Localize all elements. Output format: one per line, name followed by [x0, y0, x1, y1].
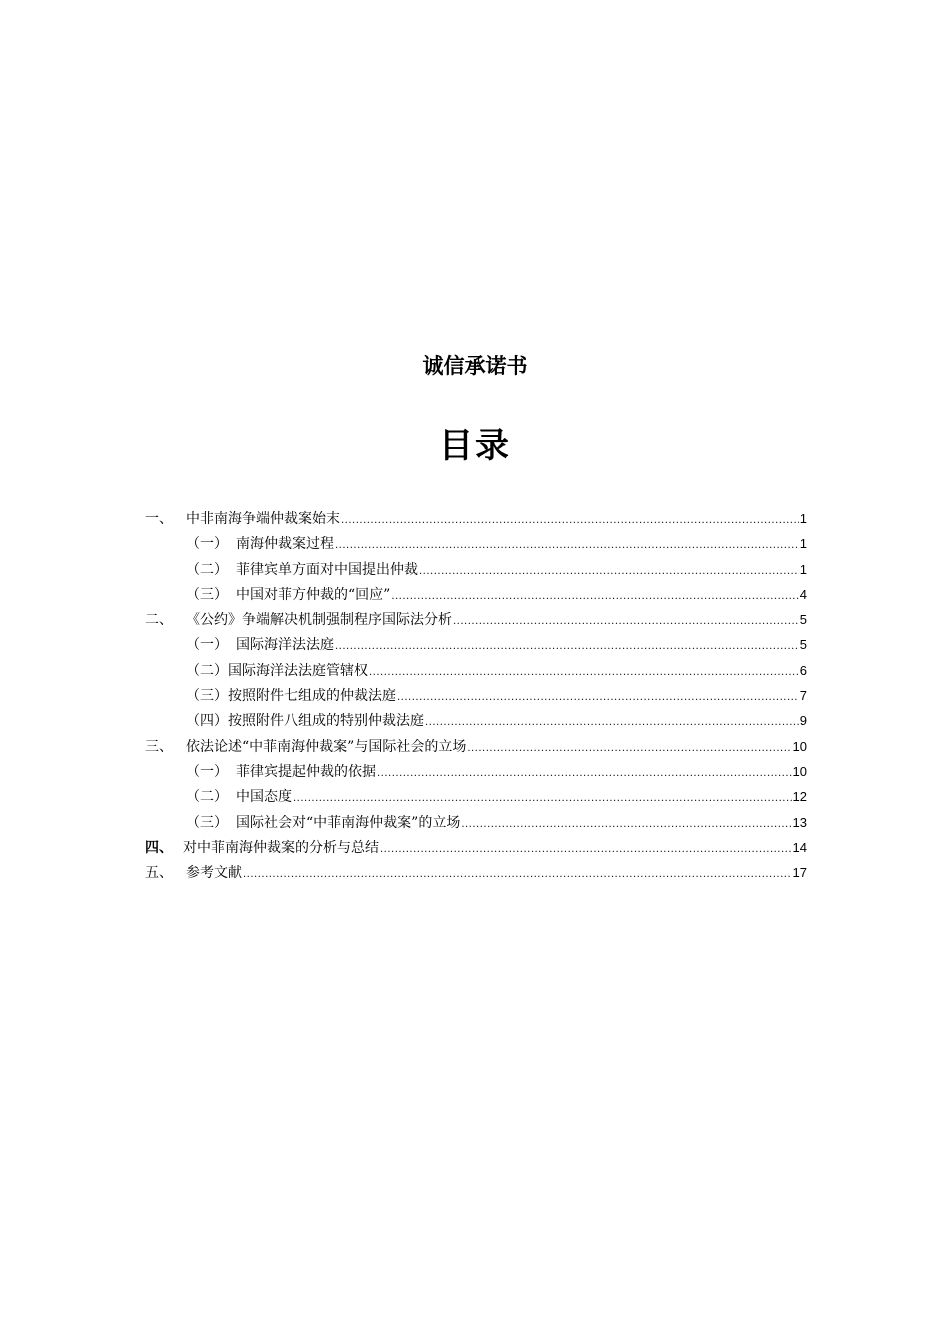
toc-entry-level1[interactable]: [145, 607, 807, 632]
toc-entry-level2[interactable]: [145, 531, 807, 556]
toc-page-number: 1: [799, 511, 807, 526]
toc-entry-number: 二、: [145, 612, 173, 629]
toc-dot-leader: [467, 736, 791, 761]
toc-dot-leader: [425, 710, 799, 735]
toc-page-number: 7: [799, 688, 807, 704]
toc-entry-title: 依法论述“中菲南海仲裁案”与国际社会的立场: [186, 738, 467, 755]
toc-entry-level2[interactable]: [145, 632, 807, 657]
toc-entry-level2[interactable]: [145, 658, 807, 683]
toc-entry-number: （四）: [186, 713, 228, 730]
toc-entry-level2[interactable]: [145, 582, 807, 607]
toc-dot-leader: [380, 837, 792, 862]
toc-dot-leader: [461, 812, 791, 837]
toc-dot-leader: [369, 660, 799, 685]
toc-entry-number: （三）: [186, 688, 228, 705]
toc-entry-number: （二）: [186, 662, 228, 679]
toc-page-number: 13: [792, 814, 807, 830]
toc-entry-number: （三）: [186, 586, 228, 603]
toc-page-number: 10: [792, 738, 807, 754]
toc-dot-leader: [453, 609, 799, 634]
toc-entry-number: 一、: [145, 511, 173, 527]
toc-page-number: 5: [799, 612, 807, 628]
toc-entry-level1[interactable]: [145, 506, 807, 531]
toc-page-number: 17: [792, 865, 807, 881]
toc-dot-leader: [377, 761, 792, 786]
toc-entry-title: 按照附件八组成的特别仲裁法庭: [228, 713, 424, 730]
toc-dot-leader: [419, 559, 799, 584]
toc-dot-leader: [293, 786, 792, 811]
toc-page-number: 6: [799, 662, 807, 678]
toc-entry-level2[interactable]: [145, 810, 807, 835]
toc-entry-title: 菲律宾单方面对中国提出仲裁: [236, 561, 418, 578]
integrity-pledge-title: 诚信承诺书: [422, 354, 528, 378]
toc-entry-number: 四、: [145, 839, 173, 856]
toc-entry-number: （二）: [186, 789, 228, 806]
toc-entry-title: 国际海洋法法庭管辖权: [228, 662, 368, 679]
toc-dot-leader: [243, 862, 792, 887]
toc-entry-title: 国际海洋法法庭: [236, 637, 334, 654]
toc-entry-level1[interactable]: [145, 734, 807, 759]
toc-entry-level1[interactable]: [145, 835, 807, 860]
toc-entry-title: 菲律宾提起仲裁的依据: [236, 763, 376, 780]
toc-entry-title: 中国态度: [236, 789, 292, 806]
toc-entry-title: 中国对菲方仲裁的“回应”: [236, 586, 391, 603]
table-of-contents: [145, 506, 807, 885]
toc-entry-title: 中非南海争端仲裁案始末: [186, 511, 340, 527]
toc-dot-leader: [341, 508, 799, 533]
toc-entry-number: 五、: [145, 865, 173, 882]
toc-entry-level2[interactable]: [145, 708, 807, 733]
toc-entry-title: 南海仲裁案过程: [236, 536, 334, 553]
toc-entry-number: 三、: [145, 738, 173, 755]
toc-page-number: 14: [792, 839, 807, 855]
toc-page-number: 1: [799, 536, 807, 552]
toc-entry-number: （一）: [186, 536, 228, 553]
toc-entry-level2[interactable]: [145, 759, 807, 784]
toc-entry-number: （一）: [186, 637, 228, 654]
toc-entry-title: 国际社会对“中菲南海仲裁案”的立场: [236, 814, 461, 831]
toc-page-number: 10: [792, 763, 807, 779]
toc-page-number: 1: [799, 561, 807, 577]
toc-dot-leader: [391, 584, 798, 609]
toc-page-number: 9: [799, 713, 807, 729]
toc-entry-title: 对中菲南海仲裁案的分析与总结: [183, 839, 379, 856]
toc-entry-number: （二）: [186, 561, 228, 578]
toc-entry-title: 按照附件七组成的仲裁法庭: [228, 688, 396, 705]
toc-entry-level1[interactable]: [145, 860, 807, 885]
toc-dot-leader: [335, 533, 799, 558]
toc-entry-level2[interactable]: [145, 784, 807, 809]
toc-entry-number: （一）: [186, 763, 228, 780]
table-of-contents-title: 目录: [439, 426, 511, 466]
toc-entry-title: 参考文献: [186, 865, 242, 882]
toc-entry-number: （三）: [186, 814, 228, 831]
toc-entry-title: 《公约》争端解决机制强制程序国际法分析: [186, 612, 452, 629]
toc-dot-leader: [335, 634, 799, 659]
toc-entry-level2[interactable]: [145, 557, 807, 582]
toc-page-number: 4: [799, 586, 807, 602]
toc-page-number: 5: [799, 637, 807, 653]
toc-entry-level2[interactable]: [145, 683, 807, 708]
toc-page-number: 12: [792, 789, 807, 805]
toc-dot-leader: [397, 685, 799, 710]
